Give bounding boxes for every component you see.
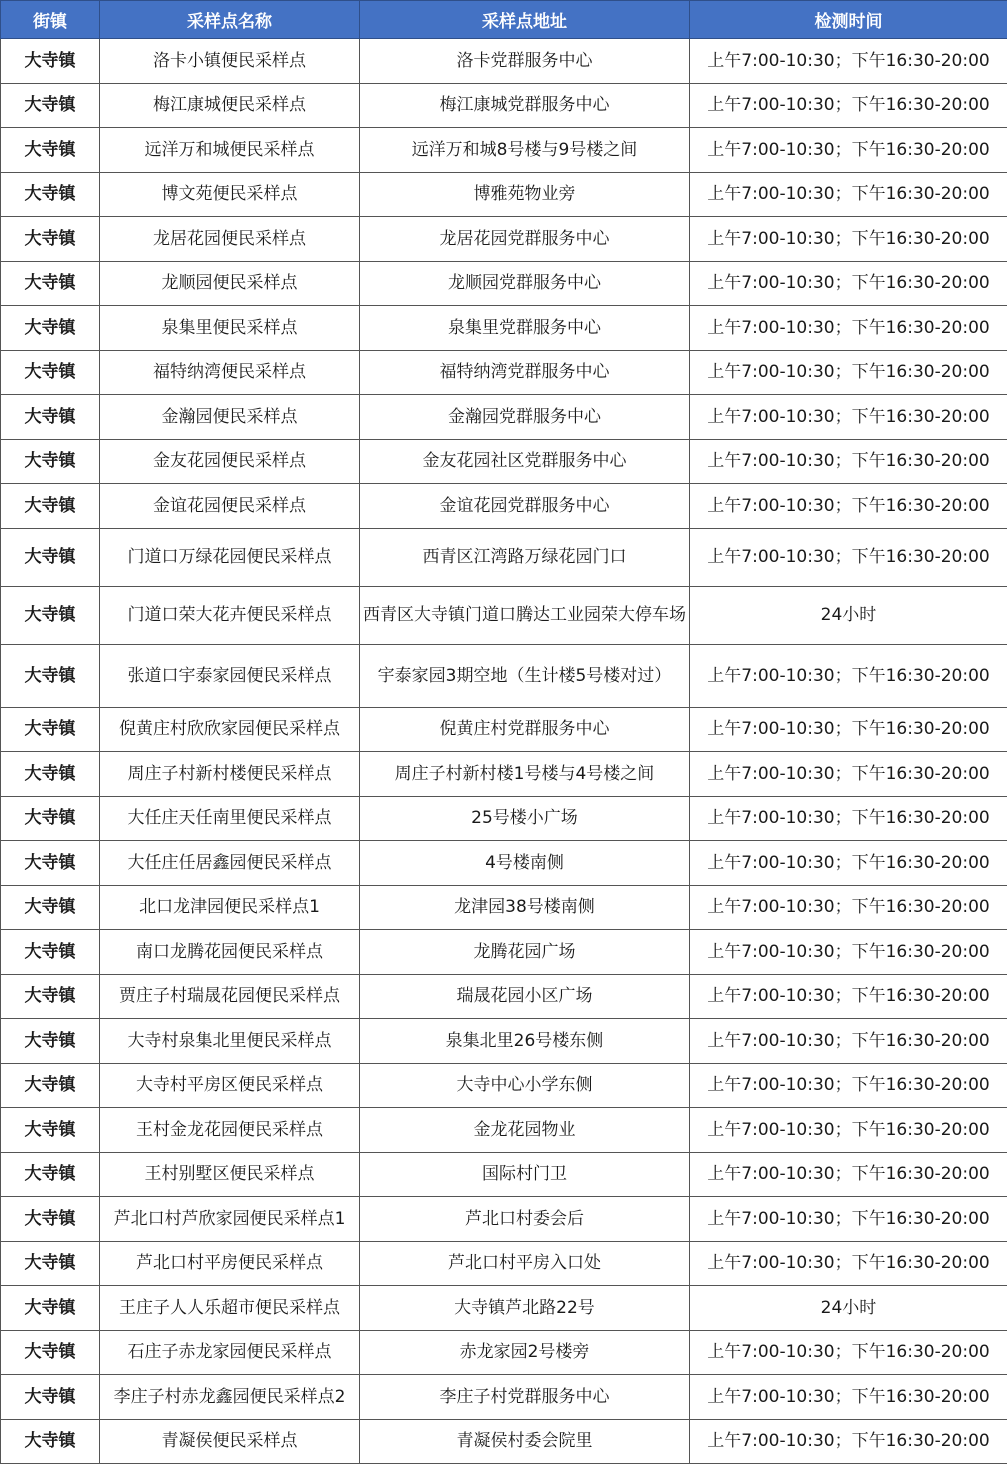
cell-site-address: 芦北口村委会后 xyxy=(360,1197,690,1242)
table-row xyxy=(1,1019,1007,1064)
cell-site-address: 芦北口村平房入口处 xyxy=(360,1241,690,1286)
table-row xyxy=(1,841,1007,886)
cell-site-address: 25号楼小广场 xyxy=(360,796,690,841)
table-row xyxy=(1,586,1007,644)
table-row xyxy=(1,1330,1007,1375)
table-row xyxy=(1,1286,1007,1331)
cell-site-name: 福特纳湾便民采样点 xyxy=(100,350,360,395)
cell-town: 大寺镇 xyxy=(1,1063,100,1108)
cell-site-name: 门道口荣大花卉便民采样点 xyxy=(100,586,360,644)
cell-site-name: 贾庄子村瑞晟花园便民采样点 xyxy=(100,974,360,1019)
cell-town: 大寺镇 xyxy=(1,1197,100,1242)
cell-town: 大寺镇 xyxy=(1,261,100,306)
cell-site-address: 宇泰家园3期空地（生计楼5号楼对过） xyxy=(360,644,690,707)
cell-town: 大寺镇 xyxy=(1,707,100,752)
cell-site-address: 李庄子村党群服务中心 xyxy=(360,1375,690,1420)
cell-site-name: 石庄子赤龙家园便民采样点 xyxy=(100,1330,360,1375)
cell-site-name: 李庄子村赤龙鑫园便民采样点2 xyxy=(100,1375,360,1420)
cell-site-name: 远洋万和城便民采样点 xyxy=(100,128,360,173)
cell-town: 大寺镇 xyxy=(1,395,100,440)
cell-test-time: 24小时 xyxy=(690,586,1007,644)
table-row xyxy=(1,752,1007,797)
cell-test-time: 上午7:00-10:30；下午16:30-20:00 xyxy=(690,306,1007,351)
cell-test-time: 上午7:00-10:30；下午16:30-20:00 xyxy=(690,1375,1007,1420)
cell-test-time: 上午7:00-10:30；下午16:30-20:00 xyxy=(690,885,1007,930)
table-row xyxy=(1,1375,1007,1420)
table-row xyxy=(1,644,1007,707)
cell-site-address: 大寺中心小学东侧 xyxy=(360,1063,690,1108)
cell-site-name: 王庄子人人乐超市便民采样点 xyxy=(100,1286,360,1331)
cell-town: 大寺镇 xyxy=(1,1330,100,1375)
table-row xyxy=(1,974,1007,1019)
cell-test-time: 上午7:00-10:30；下午16:30-20:00 xyxy=(690,217,1007,262)
cell-town: 大寺镇 xyxy=(1,1241,100,1286)
header-site-name: 采样点名称 xyxy=(100,1,360,39)
cell-site-address: 泉集北里26号楼东侧 xyxy=(360,1019,690,1064)
cell-test-time: 上午7:00-10:30；下午16:30-20:00 xyxy=(690,395,1007,440)
cell-site-name: 周庄子村新村楼便民采样点 xyxy=(100,752,360,797)
table-row xyxy=(1,261,1007,306)
cell-test-time: 上午7:00-10:30；下午16:30-20:00 xyxy=(690,1019,1007,1064)
cell-town: 大寺镇 xyxy=(1,128,100,173)
cell-test-time: 上午7:00-10:30；下午16:30-20:00 xyxy=(690,707,1007,752)
cell-town: 大寺镇 xyxy=(1,586,100,644)
cell-test-time: 上午7:00-10:30；下午16:30-20:00 xyxy=(690,841,1007,886)
cell-site-name: 大寺村平房区便民采样点 xyxy=(100,1063,360,1108)
cell-town: 大寺镇 xyxy=(1,930,100,975)
cell-town: 大寺镇 xyxy=(1,1419,100,1464)
cell-test-time: 上午7:00-10:30；下午16:30-20:00 xyxy=(690,752,1007,797)
cell-town: 大寺镇 xyxy=(1,1108,100,1153)
cell-site-address: 远洋万和城8号楼与9号楼之间 xyxy=(360,128,690,173)
table-row xyxy=(1,306,1007,351)
cell-site-name: 芦北口村芦欣家园便民采样点1 xyxy=(100,1197,360,1242)
cell-site-name: 南口龙腾花园便民采样点 xyxy=(100,930,360,975)
cell-site-name: 青凝侯便民采样点 xyxy=(100,1419,360,1464)
header-test-time: 检测时间 xyxy=(690,1,1007,39)
cell-site-address: 博雅苑物业旁 xyxy=(360,172,690,217)
cell-test-time: 上午7:00-10:30；下午16:30-20:00 xyxy=(690,484,1007,529)
cell-town: 大寺镇 xyxy=(1,306,100,351)
cell-test-time: 上午7:00-10:30；下午16:30-20:00 xyxy=(690,644,1007,707)
cell-site-name: 龙顺园便民采样点 xyxy=(100,261,360,306)
cell-town: 大寺镇 xyxy=(1,484,100,529)
cell-test-time: 上午7:00-10:30；下午16:30-20:00 xyxy=(690,439,1007,484)
table-row xyxy=(1,528,1007,586)
cell-town: 大寺镇 xyxy=(1,1152,100,1197)
cell-site-address: 青凝侯村委会院里 xyxy=(360,1419,690,1464)
cell-town: 大寺镇 xyxy=(1,644,100,707)
cell-site-name: 大任庄任居鑫园便民采样点 xyxy=(100,841,360,886)
cell-test-time: 上午7:00-10:30；下午16:30-20:00 xyxy=(690,1330,1007,1375)
cell-test-time: 上午7:00-10:30；下午16:30-20:00 xyxy=(690,261,1007,306)
table-row xyxy=(1,350,1007,395)
cell-town: 大寺镇 xyxy=(1,974,100,1019)
cell-town: 大寺镇 xyxy=(1,172,100,217)
cell-test-time: 上午7:00-10:30；下午16:30-20:00 xyxy=(690,128,1007,173)
table-row xyxy=(1,1419,1007,1464)
cell-site-address: 洛卡党群服务中心 xyxy=(360,39,690,84)
cell-site-address: 赤龙家园2号楼旁 xyxy=(360,1330,690,1375)
cell-site-address: 国际村门卫 xyxy=(360,1152,690,1197)
cell-town: 大寺镇 xyxy=(1,83,100,128)
cell-test-time: 上午7:00-10:30；下午16:30-20:00 xyxy=(690,1152,1007,1197)
cell-site-name: 芦北口村平房便民采样点 xyxy=(100,1241,360,1286)
cell-site-name: 金瀚园便民采样点 xyxy=(100,395,360,440)
table-row xyxy=(1,1152,1007,1197)
table-row xyxy=(1,172,1007,217)
cell-test-time: 上午7:00-10:30；下午16:30-20:00 xyxy=(690,350,1007,395)
table-row xyxy=(1,1241,1007,1286)
cell-test-time: 上午7:00-10:30；下午16:30-20:00 xyxy=(690,1197,1007,1242)
cell-site-name: 大寺村泉集北里便民采样点 xyxy=(100,1019,360,1064)
cell-site-address: 金谊花园党群服务中心 xyxy=(360,484,690,529)
cell-test-time: 上午7:00-10:30；下午16:30-20:00 xyxy=(690,1108,1007,1153)
cell-test-time: 上午7:00-10:30；下午16:30-20:00 xyxy=(690,930,1007,975)
cell-test-time: 上午7:00-10:30；下午16:30-20:00 xyxy=(690,39,1007,84)
cell-site-name: 洛卡小镇便民采样点 xyxy=(100,39,360,84)
cell-site-name: 博文苑便民采样点 xyxy=(100,172,360,217)
cell-test-time: 上午7:00-10:30；下午16:30-20:00 xyxy=(690,796,1007,841)
cell-site-name: 泉集里便民采样点 xyxy=(100,306,360,351)
cell-test-time: 上午7:00-10:30；下午16:30-20:00 xyxy=(690,172,1007,217)
cell-site-address: 金瀚园党群服务中心 xyxy=(360,395,690,440)
cell-site-name: 门道口万绿花园便民采样点 xyxy=(100,528,360,586)
cell-test-time: 上午7:00-10:30；下午16:30-20:00 xyxy=(690,528,1007,586)
table-row xyxy=(1,439,1007,484)
cell-town: 大寺镇 xyxy=(1,1019,100,1064)
table-row xyxy=(1,39,1007,84)
header-site-address: 采样点地址 xyxy=(360,1,690,39)
cell-site-address: 梅江康城党群服务中心 xyxy=(360,83,690,128)
cell-site-address: 西青区大寺镇门道口腾达工业园荣大停车场 xyxy=(360,586,690,644)
cell-test-time: 上午7:00-10:30；下午16:30-20:00 xyxy=(690,974,1007,1019)
cell-site-address: 龙居花园党群服务中心 xyxy=(360,217,690,262)
cell-town: 大寺镇 xyxy=(1,1375,100,1420)
header-row xyxy=(1,1,1007,39)
cell-site-name: 倪黄庄村欣欣家园便民采样点 xyxy=(100,707,360,752)
cell-site-name: 金谊花园便民采样点 xyxy=(100,484,360,529)
cell-site-address: 大寺镇芦北路22号 xyxy=(360,1286,690,1331)
table-row xyxy=(1,1197,1007,1242)
table-body xyxy=(1,39,1007,1464)
cell-town: 大寺镇 xyxy=(1,796,100,841)
cell-site-address: 周庄子村新村楼1号楼与4号楼之间 xyxy=(360,752,690,797)
table-header xyxy=(1,1,1007,39)
table-row xyxy=(1,796,1007,841)
cell-site-name: 梅江康城便民采样点 xyxy=(100,83,360,128)
cell-test-time: 上午7:00-10:30；下午16:30-20:00 xyxy=(690,1241,1007,1286)
table-row xyxy=(1,707,1007,752)
table-row xyxy=(1,930,1007,975)
table-row xyxy=(1,1108,1007,1153)
table-row xyxy=(1,83,1007,128)
cell-town: 大寺镇 xyxy=(1,217,100,262)
table-row xyxy=(1,217,1007,262)
cell-site-address: 泉集里党群服务中心 xyxy=(360,306,690,351)
table-row xyxy=(1,395,1007,440)
cell-site-address: 龙顺园党群服务中心 xyxy=(360,261,690,306)
cell-town: 大寺镇 xyxy=(1,841,100,886)
cell-town: 大寺镇 xyxy=(1,885,100,930)
cell-test-time: 24小时 xyxy=(690,1286,1007,1331)
cell-site-name: 张道口宇泰家园便民采样点 xyxy=(100,644,360,707)
cell-site-name: 龙居花园便民采样点 xyxy=(100,217,360,262)
cell-site-address: 西青区江湾路万绿花园门口 xyxy=(360,528,690,586)
header-town: 街镇 xyxy=(1,1,100,39)
cell-test-time: 上午7:00-10:30；下午16:30-20:00 xyxy=(690,1063,1007,1108)
cell-site-name: 北口龙津园便民采样点1 xyxy=(100,885,360,930)
cell-town: 大寺镇 xyxy=(1,528,100,586)
cell-site-address: 4号楼南侧 xyxy=(360,841,690,886)
cell-site-address: 金友花园社区党群服务中心 xyxy=(360,439,690,484)
table-row xyxy=(1,128,1007,173)
cell-test-time: 上午7:00-10:30；下午16:30-20:00 xyxy=(690,1419,1007,1464)
cell-site-name: 金友花园便民采样点 xyxy=(100,439,360,484)
cell-site-address: 瑞晟花园小区广场 xyxy=(360,974,690,1019)
cell-test-time: 上午7:00-10:30；下午16:30-20:00 xyxy=(690,83,1007,128)
cell-site-address: 龙腾花园广场 xyxy=(360,930,690,975)
cell-site-address: 福特纳湾党群服务中心 xyxy=(360,350,690,395)
cell-site-address: 倪黄庄村党群服务中心 xyxy=(360,707,690,752)
cell-site-address: 金龙花园物业 xyxy=(360,1108,690,1153)
cell-town: 大寺镇 xyxy=(1,752,100,797)
table-row xyxy=(1,1063,1007,1108)
cell-site-name: 王村金龙花园便民采样点 xyxy=(100,1108,360,1153)
cell-site-name: 王村别墅区便民采样点 xyxy=(100,1152,360,1197)
cell-town: 大寺镇 xyxy=(1,1286,100,1331)
cell-town: 大寺镇 xyxy=(1,439,100,484)
cell-town: 大寺镇 xyxy=(1,39,100,84)
cell-site-address: 龙津园38号楼南侧 xyxy=(360,885,690,930)
table-row xyxy=(1,484,1007,529)
table-row xyxy=(1,885,1007,930)
cell-town: 大寺镇 xyxy=(1,350,100,395)
cell-site-name: 大任庄天任南里便民采样点 xyxy=(100,796,360,841)
